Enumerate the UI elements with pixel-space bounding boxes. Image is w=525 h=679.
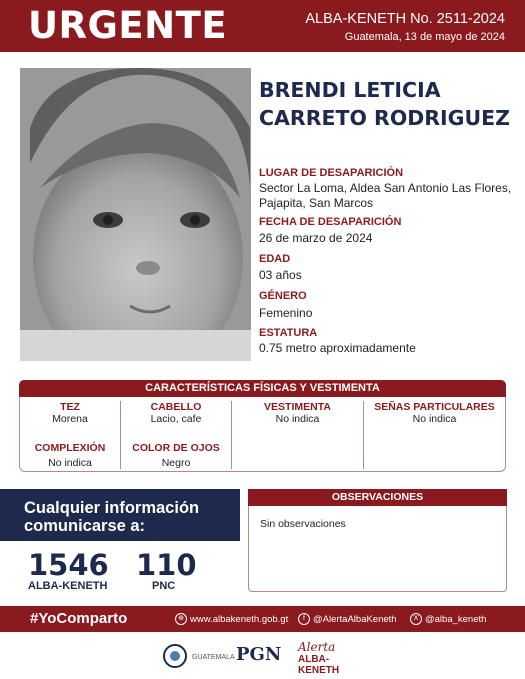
vestimenta-label: VESTIMENTA — [264, 401, 331, 413]
pnc-phone[interactable]: 110 — [136, 548, 197, 582]
contact-banner — [0, 489, 240, 541]
portrait-image — [20, 68, 251, 361]
missing-person-photo — [20, 68, 251, 361]
person-name — [259, 76, 510, 132]
pgn-text: PGN — [236, 644, 282, 665]
observations-title: OBSERVACIONES — [248, 489, 507, 506]
pnc-phone-label: PNC — [152, 580, 176, 592]
place-date: Guatemala, 13 de mayo de 2024 — [344, 31, 505, 43]
lugar-value-2: Pajapita, San Marcos — [259, 196, 374, 210]
genero-label: GÉNERO — [259, 290, 307, 302]
website-text: www.albakeneth.gob.gt — [190, 613, 289, 625]
genero-value: Femenino — [259, 306, 313, 320]
footer-bar — [0, 606, 525, 632]
globe-icon: ⊕ — [175, 613, 187, 625]
fecha-value: 26 de marzo de 2024 — [259, 231, 373, 245]
complexion-value: No indica — [48, 457, 92, 469]
hashtag: #YoComparto — [30, 610, 128, 627]
estatura-value: 0.75 metro aproximadamente — [259, 341, 416, 355]
case-number: ALBA-KENETH No. 2511-2024 — [305, 11, 505, 27]
vestimenta-value: No indica — [275, 413, 320, 425]
facebook-icon: f — [298, 613, 310, 625]
alerta-alba-keneth-logo — [298, 640, 368, 674]
facebook-link[interactable] — [298, 613, 397, 625]
lugar-value-1: Sector La Loma, Aldea San Antonio Las Flores, — [259, 181, 512, 195]
edad-label: EDAD — [259, 253, 291, 265]
coat-of-arms-icon — [162, 642, 188, 670]
contact-line-2: comunicarse a: — [24, 517, 146, 535]
ojos-label: COLOR DE OJOS — [132, 442, 220, 454]
twitter-link[interactable] — [410, 613, 486, 625]
cabello-value: Lacio, cafe — [150, 413, 202, 425]
gov-logo-text: GUATEMALA — [192, 654, 235, 661]
facebook-text: @AlertaAlbaKeneth — [313, 613, 397, 625]
twitter-text: @alba_keneth — [425, 613, 487, 625]
guatemala-gov-logo — [162, 640, 235, 674]
observations-text: Sin observaciones — [260, 518, 346, 530]
cabello-label: CABELLO — [150, 401, 202, 413]
complexion-label: COMPLEXIÓN — [34, 442, 106, 454]
alba-keneth-logo-text: ALBA-KENETH — [298, 654, 340, 676]
alerta-text: Alerta — [298, 640, 336, 654]
alba-keneth-phone[interactable]: 1546 — [28, 548, 109, 582]
name-line-2: CARRETO RODRIGUEZ — [259, 106, 511, 130]
characteristics-title: CARACTERÍSTICAS FÍSICAS Y VESTIMENTA — [19, 380, 506, 397]
senas-value: No indica — [412, 413, 457, 425]
alba-keneth-phone-label: ALBA-KENETH — [28, 580, 108, 592]
estatura-label: ESTATURA — [259, 327, 318, 339]
tez-label: TEZ — [60, 401, 80, 413]
x-icon: X — [410, 613, 422, 625]
lugar-label: LUGAR DE DESAPARICIÓN — [259, 167, 404, 179]
fecha-label: FECHA DE DESAPARICIÓN — [259, 216, 402, 228]
tez-value: Morena — [52, 413, 88, 425]
header-banner — [0, 0, 525, 52]
contact-line-1: Cualquier información — [24, 499, 200, 517]
name-line-1: BRENDI LETICIA — [259, 78, 441, 102]
edad-value: 03 años — [259, 268, 302, 282]
ojos-value: Negro — [161, 457, 191, 469]
website-link[interactable] — [175, 613, 288, 625]
pgn-logo — [236, 640, 286, 674]
urgent-title: URGENTE — [28, 4, 228, 47]
senas-label: SEÑAS PARTICULARES — [374, 401, 495, 413]
